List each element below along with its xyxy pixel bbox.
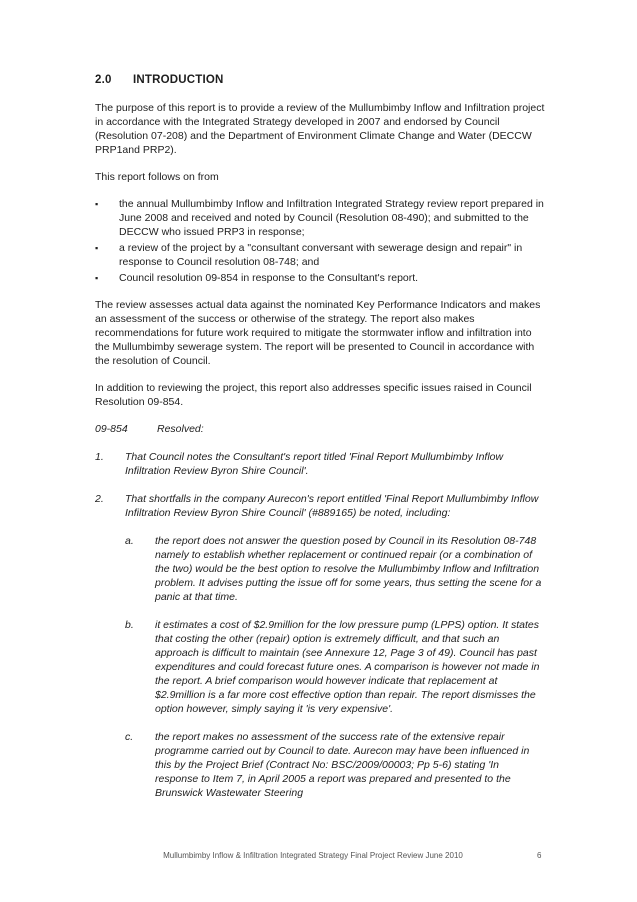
footer-text: Mullumbimby Inflow & Infiltration Integrated Strategy Final Project Review June 2010 <box>163 851 463 860</box>
resolution-item-text: That shortfalls in the company Aurecon's report entitled 'Final Report Mullumbimby Inflow Infiltration Review Byron Shire Council' (#889165) be noted, including: <box>125 493 539 519</box>
subitem-letter: c. <box>125 731 134 743</box>
bullet-text: Council resolution 09-854 in response to the Consultant's report. <box>119 272 419 284</box>
resolution-label: Resolved: <box>157 423 204 435</box>
page-number: 6 <box>537 851 542 860</box>
intro-paragraph-purpose: The purpose of this report is to provide a review of the Mullumbimby Inflow and Infiltration project in accordance with the Integrated Strategy developed in 2007 and endorsed by Council (Resolution 07-208) and the Department of Environment Climate Change and Water (DECCW PRP1and PRP2). <box>95 102 545 156</box>
resolution-item <box>95 450 545 478</box>
resolution-item <box>95 492 545 520</box>
bullet-list <box>95 197 545 285</box>
section-title: INTRODUCTION <box>133 74 224 86</box>
bullet-text: a review of the project by a "consultant conversant with sewerage design and repair" in response to Council resolution 08-748; and <box>119 242 523 268</box>
resolution-subitem <box>125 618 545 716</box>
bullet-square-icon: ▪ <box>95 273 99 283</box>
subitem-text: the report does not answer the question posed by Council in its Resolution 08-748 namely to establish whether replacement or continued repair (or a combination of the two) would be the best option to resolve the Mullumbimby Inflow and Infiltration problem. It advises putting the issue off for some years, thus setting the scene for a panic at that time. <box>155 535 542 603</box>
bullet-square-icon: ▪ <box>95 243 99 253</box>
resolution-item-text: That Council notes the Consultant's report titled 'Final Report Mullumbimby Inflow Infiltration Review Byron Shire Council'. <box>125 451 504 477</box>
resolution-item-number: 2. <box>95 493 104 505</box>
subitem-text: it estimates a cost of $2.9million for the low pressure pump (LPPS) option. It states that costing the other (repair) option is extremely difficult, and that such an approach is difficult to maintain (see Annexure 12, Page 3 of 49). Council has past expenditures and could forecast future ones. A comparison is however not made in the report. A brief comparison would however indicate that replacement at $2.9million is a far more cost effective option than repair. The report dismisses the option however, simply saying it 'is very expensive'. <box>155 619 540 715</box>
intro-paragraph-addition: In addition to reviewing the project, this report also addresses specific issues raised in Council Resolution 09-854. <box>95 382 532 408</box>
page-content <box>95 73 545 814</box>
resolution-number: 09-854 <box>95 423 128 435</box>
bullet-square-icon: ▪ <box>95 199 99 209</box>
resolution-subitem <box>125 730 545 800</box>
bullet-item <box>95 241 545 269</box>
bullet-text: the annual Mullumbimby Inflow and Infiltration Integrated Strategy review report prepared in June 2008 and received and noted by Council (Resolution 08-490); and submitted to the DECCW who issued PRP3 in response; <box>119 198 544 238</box>
intro-paragraph-follows: This report follows on from <box>95 171 219 183</box>
subitem-text: the report makes no assessment of the success rate of the extensive repair programme carried out by Council to date. Aurecon may have been influenced in this by the Project Brief (Contract No: BSC/2009/00003; Pp 5-6) stating 'In response to Item 7, in April 2005 a report was prepared and presented to the Brunswick Wastewater Steering <box>155 731 530 799</box>
subitem-letter: b. <box>125 619 134 631</box>
subitem-letter: a. <box>125 535 134 547</box>
resolution-subitem <box>125 534 545 604</box>
bullet-item <box>95 197 545 239</box>
resolution-item-number: 1. <box>95 451 104 463</box>
section-heading <box>95 73 545 87</box>
resolution-header <box>95 422 545 436</box>
intro-paragraph-review: The review assesses actual data against the nominated Key Performance Indicators and makes an assessment of the success or otherwise of the strategy. The report also makes recommendations for future work required to mitigate the stormwater inflow and infiltration into the Mullumbimby sewerage system. The report will be presented to Council in accordance with the resolution of Council. <box>95 299 541 367</box>
bullet-item <box>95 271 545 285</box>
section-number: 2.0 <box>95 74 112 86</box>
